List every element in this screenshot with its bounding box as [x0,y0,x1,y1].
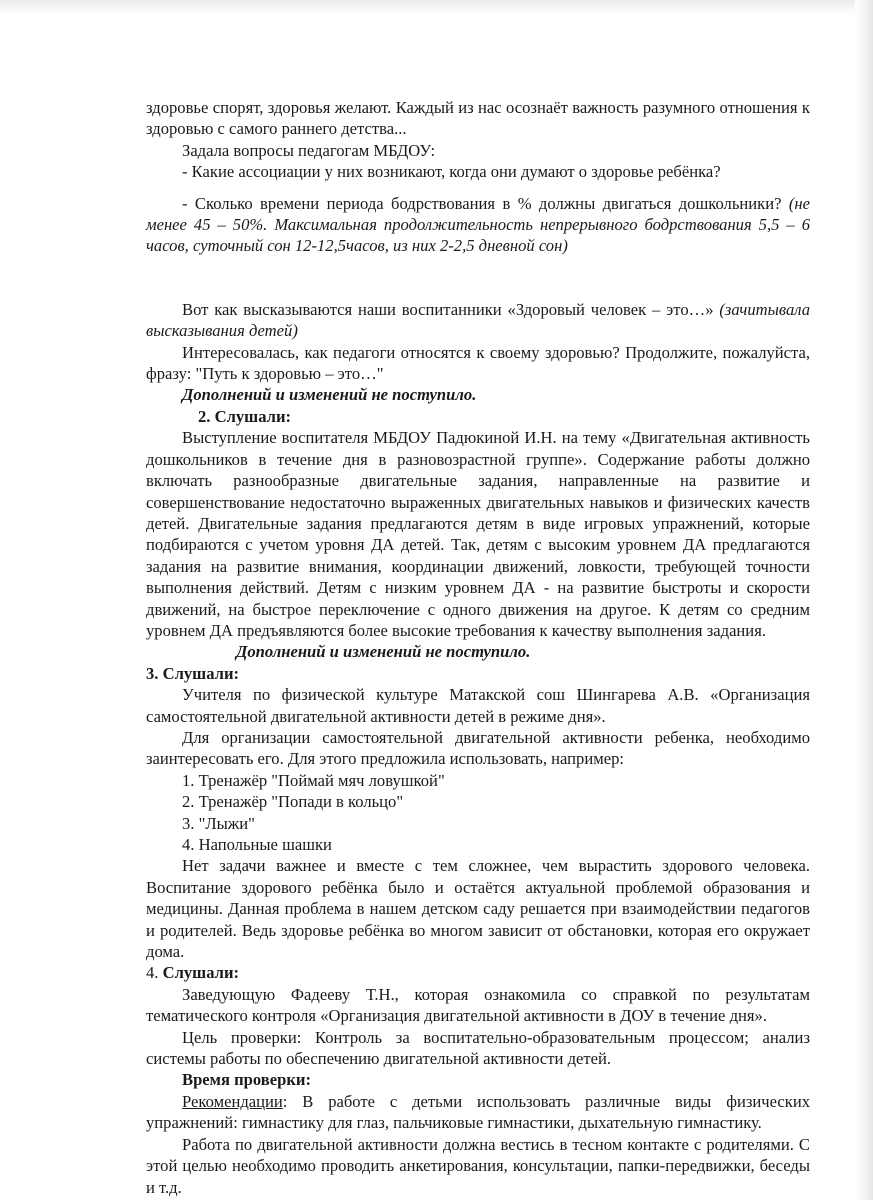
paragraph-children-quotes [146,299,810,342]
recommendations-label: Рекомендации [182,1091,283,1111]
scan-top-shadow [0,0,873,14]
paragraph-questions: Задала вопросы педагогам МБДОУ: [182,140,436,160]
spacer [146,257,810,278]
question-associations: - Какие ассоциации у них возникают, когда они думают о здоровье ребёнка? [182,162,721,182]
paragraph-organization: Для организации самостоятельной двигательной активности ребенка, необходимо заинтересовать его. Для этого предложила использовать, например: [146,727,810,769]
paragraph-health-task: Нет задачи важнее и вместе с тем сложнее, чем вырастить здорового человека. Воспитание здорового ребёнка было и остаётся актуальной проблемой образования и медицины. Данная проблема в нашем детском саду решается при взаимодействии педагогов и родителей. Ведь здоровье ребёнка во многом зависит от обстановки, которая его окружает дома. [146,856,810,962]
heading-heard-2: 2. Слушали: [198,406,292,426]
question-activity-text: - Сколько времени периода бодрствования в % должны двигаться дошкольники? [182,193,789,213]
children-quotes-note: (зачитывала высказывания детей) [146,299,810,341]
list-item: 2. Тренажёр "Попади в кольцо" [182,792,404,812]
scan-edge-shadow [855,0,873,1200]
paragraph-recommendations [146,1091,810,1134]
paragraph-intro: здоровье спорят, здоровья желают. Каждый из нас осознаёт важность разумного отношения к здоровью с самого раннего детства... [146,98,810,139]
paragraph-check-goal: Цель проверки: Контроль за воспитательно-образовательным процессом; анализ системы работы по обеспечению двигательной активности детей. [146,1027,810,1069]
spacer [146,278,810,299]
heading-heard-3: 3. Слушали: [146,663,240,683]
spacer [146,183,810,193]
heading-heard-4-number: 4. [146,963,163,983]
question-activity [146,193,810,257]
note-no-additions-1: Дополнений и изменений не поступило. [182,385,477,405]
list-item: 1. Тренажёр "Поймай мяч ловушкой" [182,770,445,790]
heading-heard-4-label: Слушали: [162,963,240,983]
paragraph-fadeeva: Заведующую Фадееву Т.Н., которая ознакомила со справкой по результатам тематического контроля «Организация двигательной активности в ДОУ в течение дня». [146,984,810,1026]
list-item: 4. Напольные шашки [182,835,332,854]
heading-heard-4 [146,962,810,983]
paragraph-teachers-health: Интересовалась, как педагоги относятся к своему здоровью? Продолжите, пожалуйста, фразу: "Путь к здоровью – это…" [146,342,810,384]
children-quotes-text: Вот как высказываются наши воспитанники «Здоровый человек – это…» [182,299,720,319]
question-activity-answer: (не менее 45 – 50%. Максимальная продолжительность непрерывного бодрствования 5,5 – 6 часов, суточный сон 12-12,5часов, из них 2-2,5 дневной сон) [146,193,810,256]
note-no-additions-2: Дополнений и изменений не поступило. [236,642,531,662]
paragraph-shingarev: Учителя по физической культуре Матакской сош Шингарева А.В. «Организация самостоятельной двигательной активности детей в режиме дня». [146,685,810,726]
list-item: 3. "Лыжи" [182,813,255,833]
heading-check-time: Время проверки: [182,1070,311,1090]
document-body [146,97,810,1198]
recommendations-text: : В работе с детьми использовать различные виды физических упражнений: гимнастику для глаз, пальчиковые гимнастики, дыхательную гимнастику. [146,1091,810,1133]
paragraph-parents-work: Работа по двигательной активности должна вестись в тесном контакте с родителями. С этой целью необходимо проводить анкетирования, консультации, папки-передвижки, беседы и т.д. [146,1134,810,1197]
paragraph-speech-padyukina: Выступление воспитателя МБДОУ Падюкиной И.Н. на тему «Двигательная активность дошкольников в течение дня в разновозрастной группе». Содержание работы должно включать разнообразные двигательные задания, направленные на развитие и совершенствование недостаточно выраженных двигательных навыков и физических качеств детей. Двигательные задания предлагаются детям в виде игровых упражнений, которые подбираются с учетом уровня ДА детей. Так, детям с высоким уровнем ДА предлагаются задания на развитие внимания, координации движений, ловкости, требующей точности выполнения действий. Детям с низким уровнем ДА - на развитие быстроты и скорости движений, на быстрое переключение с одного движения на другое. К детям со средним уровнем ДА предъявляются более высокие требования к качеству выполнения задания. [146,428,810,640]
